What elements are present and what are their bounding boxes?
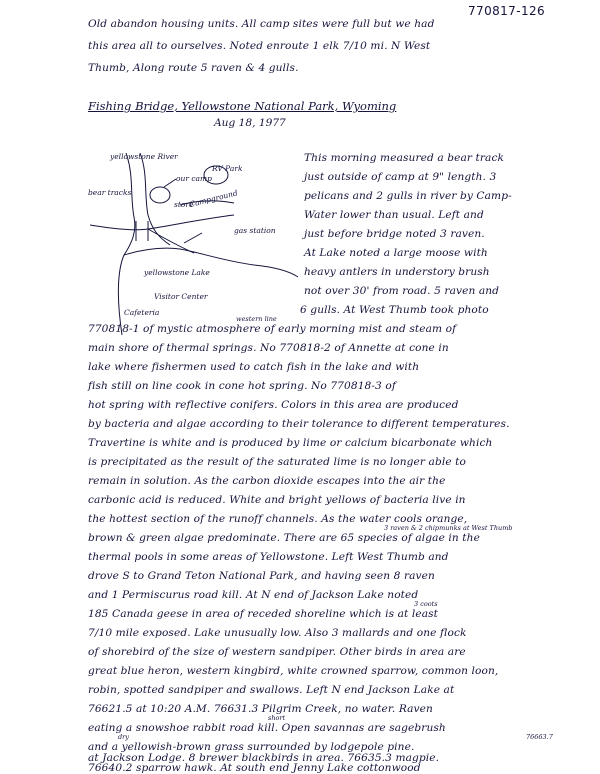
entry-line: just before bridge noted 3 raven. [304,228,485,240]
entry-line: Travertine is white and is produced by lime or calcium bicarbonate which [88,437,493,449]
location-heading: Fishing Bridge, Yellowstone National Park, Wyoming [88,99,397,113]
entry-line: lake where fishermen used to catch fish in the lake and with [88,361,420,373]
label-our-camp: our camp [176,174,212,183]
road-north [90,215,234,230]
arrow [184,233,202,243]
insertion-note: 76663.7 [526,733,553,741]
label-campground: Campground [188,188,239,209]
entry-line: 76621.5 at 10:20 A.M. 76631.3 Pilgrim Creek, no water. Raven [88,703,433,715]
page-number: 770817-126 [468,4,546,18]
entry-line: carbonic acid is reduced. White and bright yellows of bacteria live in [88,494,466,506]
label-river: yellowstone River [110,152,178,161]
river-bank-east [140,153,170,245]
entry-line: heavy antlers in understory brush [304,266,490,278]
entry-line: of shorebird of the size of western sandpiper. Other birds in area are [88,646,466,658]
entry-line: the hottest section of the runoff channels. As the water cools orange, [88,513,468,525]
intro-line: Thumb, Along route 5 raven & 4 gulls. [88,62,299,74]
entry-line: at Jackson Lodge. 8 brewer blackbirds in area. 76635.3 magpie. [88,752,440,764]
entry-line: fish still on line cook in cone hot spring. No 770818-3 of [88,380,396,392]
label-cafeteria: Cafeteria [124,308,160,317]
entry-line: brown & green algae predominate. There are 65 species of algae in the [88,532,480,544]
insertion-note: western line [236,315,277,323]
entry-line: just outside of camp at 9" length. 3 [304,171,497,183]
entry-line: 7/10 mile exposed. Lake unusually low. Also 3 mallards and one flock [88,627,467,639]
entry-line: thermal pools in some areas of Yellowstone. Left West Thumb and [88,551,449,563]
entry-line: 6 gulls. At West Thumb took photo [300,304,489,316]
entry-line: This morning measured a bear track [304,152,504,164]
label-bear-tracks: bear tracks [88,188,132,197]
arrow [164,179,176,187]
entry-line: 76640.2 sparrow hawk. At south end Jenny Lake cottonwood [88,762,421,774]
entry-line: At Lake noted a large moose with [304,247,488,259]
entry-line: robin, spotted sandpiper and swallows. Left N end Jackson Lake at [88,684,455,696]
insertion-note: dry [118,733,129,741]
entry-line: is precipitated as the result of the saturated lime is no longer able to [88,456,467,468]
label-rv-park: RV Park [212,164,243,173]
label-gas-station: gas station [234,226,276,235]
intro-line: this area all to ourselves. Noted enroute 1 elk 7/10 mi. N West [88,40,431,52]
entry-line: pelicans and 2 gulls in river by Camp- [304,190,512,202]
entry-line: eating a snowshoe rabbit road kill. Open savannas are sagebrush [88,722,446,734]
insertion-note: 3 raven & 2 chipmunks at West Thumb [384,524,513,532]
camp-loop [150,187,170,203]
entry-line: remain in solution. As the carbon dioxide escapes into the air the [88,475,446,487]
entry-line: drove S to Grand Teton National Park, and having seen 8 raven [88,570,435,582]
campground-map-sketch [84,145,299,337]
label-lake: yellowstone Lake [144,268,210,277]
entry-line: by bacteria and algae according to their tolerance to different temperatures. [88,418,510,430]
entry-date: Aug 18, 1977 [214,117,286,129]
entry-line: 185 Canada geese in area of receded shoreline which is at least [88,608,439,620]
intro-line: Old abandon housing units. All camp sites were full but we had [88,18,435,30]
entry-line: great blue heron, western kingbird, white crowned sparrow, common loon, [88,665,499,677]
entry-line: 770818-1 of mystic atmosphere of early morning mist and steam of [88,323,457,335]
entry-line: and 1 Permiscurus road kill. At N end of Jackson Lake noted [88,589,419,601]
entry-line: hot spring with reflective conifers. Colors in this area are produced [88,399,459,411]
entry-line: and a yellowish-brown grass surrounded by lodgepole pine. [88,741,415,753]
entry-line: not over 30' from road. 5 raven and [304,285,500,297]
label-store: store [174,200,194,209]
entry-line: main shore of thermal springs. No 770818-2 of Annette at cone in [88,342,449,354]
insertion-note: 3 coots [414,600,438,608]
entry-line: Water lower than usual. Left and [304,209,484,221]
label-visitor-center: Visitor Center [154,292,208,301]
insertion-note: short [268,714,286,722]
